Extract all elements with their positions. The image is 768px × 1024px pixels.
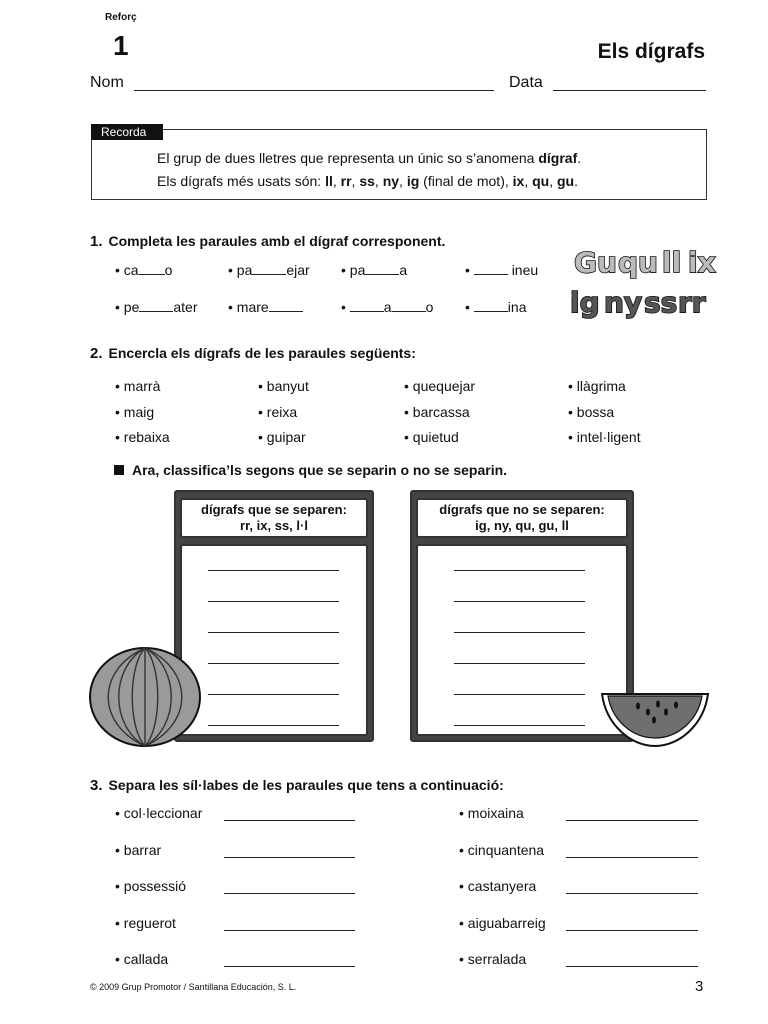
syllable-word: • barrar xyxy=(115,842,162,858)
ex1-item: • pa ejar xyxy=(228,262,310,278)
syllable-word: • aiguabarreig xyxy=(459,915,546,931)
syllable-word: • castanyera xyxy=(459,878,537,894)
ex2-sub-heading: Ara, classifica’ls segons que se separin o no se separin. xyxy=(114,462,507,478)
answer-line[interactable] xyxy=(454,632,585,633)
exercise-1-heading: 1. Completa les paraules amb el dígraf corresponent. xyxy=(90,233,446,250)
answer-line[interactable] xyxy=(224,820,355,821)
answer-line[interactable] xyxy=(454,663,585,664)
digraph-art-ig: ig xyxy=(570,286,600,319)
blank-field[interactable] xyxy=(139,273,165,275)
digraph-art-ny: ny xyxy=(604,286,643,319)
classify-box-subtitle: ig, ny, qu, gu, ll xyxy=(475,518,569,533)
answer-line[interactable] xyxy=(454,694,585,695)
blank-field[interactable] xyxy=(350,310,384,312)
classify-box-body xyxy=(180,544,368,736)
recorda-line-2: Els dígrafs més usats són: ll, rr, ss, ny, ig (final de mot), ix, qu, gu. xyxy=(157,173,578,189)
ex1-item: • ca o xyxy=(115,262,173,278)
answer-line[interactable] xyxy=(224,966,355,967)
classify-box-separated xyxy=(174,490,374,742)
word-item[interactable]: • marrà xyxy=(115,378,161,394)
answer-line[interactable] xyxy=(224,857,355,858)
recorda-tag: Recorda xyxy=(91,124,163,140)
word-item[interactable]: • guipar xyxy=(258,429,306,445)
ex2-column xyxy=(115,374,170,451)
page-title: Els dígrafs xyxy=(597,40,705,63)
digraph-art-ll: ll xyxy=(662,246,682,279)
ex1-item: • mare xyxy=(228,299,303,315)
answer-line[interactable] xyxy=(454,725,585,726)
word-item[interactable]: • reixa xyxy=(258,403,298,420)
ex1-item: • pa a xyxy=(341,262,408,278)
blank-field[interactable] xyxy=(252,273,286,275)
word-item[interactable]: • barcassa xyxy=(404,403,470,420)
page-number: 3 xyxy=(695,978,704,995)
answer-line[interactable] xyxy=(566,930,698,931)
word-item[interactable]: • bossa xyxy=(568,403,615,420)
word-item[interactable]: • intel·ligent xyxy=(568,429,641,445)
square-bullet-icon xyxy=(114,465,124,475)
name-date-row xyxy=(90,74,706,94)
ex2-column xyxy=(404,374,475,451)
answer-line[interactable] xyxy=(224,930,355,931)
answer-line[interactable] xyxy=(208,601,339,602)
syllable-word: • reguerot xyxy=(115,915,176,931)
date-label: Data xyxy=(509,74,543,91)
answer-line[interactable] xyxy=(208,632,339,633)
answer-line[interactable] xyxy=(566,893,698,894)
syllable-word: • moixaina xyxy=(459,805,524,821)
classify-box-subtitle: rr, ix, ss, l·l xyxy=(240,518,308,533)
exercise-2-heading: 2. Encercla els dígrafs de les paraules següents: xyxy=(90,345,416,362)
classify-box-title: dígrafs que no se separen: xyxy=(439,502,605,517)
worksheet-type-label: Reforç xyxy=(105,12,137,23)
ex2-column xyxy=(258,374,309,451)
name-label: Nom xyxy=(90,74,124,91)
syllable-word: • cinquantena xyxy=(459,842,545,858)
answer-line[interactable] xyxy=(208,725,339,726)
ex2-column xyxy=(568,374,641,451)
answer-line[interactable] xyxy=(566,857,698,858)
answer-line[interactable] xyxy=(224,893,355,894)
word-item[interactable]: • quequejar xyxy=(404,378,476,394)
word-item[interactable]: • banyut xyxy=(258,378,309,394)
answer-line[interactable] xyxy=(566,966,698,967)
blank-field[interactable] xyxy=(139,310,173,312)
classify-box-header xyxy=(180,498,368,538)
word-item[interactable]: • quietud xyxy=(404,429,459,445)
blank-field[interactable] xyxy=(365,273,399,275)
unit-number: 1 xyxy=(113,30,129,61)
classify-box-body xyxy=(416,544,628,736)
blank-field[interactable] xyxy=(474,273,508,275)
classify-box-title: dígrafs que se separen: xyxy=(201,502,347,517)
answer-line[interactable] xyxy=(454,601,585,602)
watermelon-illustration xyxy=(88,646,202,748)
date-field[interactable] xyxy=(553,90,706,91)
digraph-art-ss: ss xyxy=(644,286,678,319)
digraph-art-ix: ix xyxy=(688,246,716,279)
ex1-item: • ineu xyxy=(465,262,539,278)
digraph-art-rr: rr xyxy=(678,286,706,319)
answer-line[interactable] xyxy=(208,694,339,695)
classify-box-header xyxy=(416,498,628,538)
answer-line[interactable] xyxy=(566,820,698,821)
digraph-art-gu: Gu xyxy=(574,246,617,279)
watermelon-slice-illustration xyxy=(600,690,710,750)
blank-field[interactable] xyxy=(269,310,303,312)
word-item[interactable]: • maig xyxy=(115,403,155,420)
syllable-word: • serralada xyxy=(459,951,527,967)
answer-line[interactable] xyxy=(208,663,339,664)
blank-field[interactable] xyxy=(392,310,426,312)
footer-copyright: © 2009 Grup Promotor / Santillana Educación, S. L. xyxy=(90,982,297,992)
blank-field[interactable] xyxy=(474,310,508,312)
digraph-art-qu: qu xyxy=(618,246,658,279)
answer-line[interactable] xyxy=(208,570,339,571)
word-item[interactable]: • rebaixa xyxy=(115,429,170,445)
syllable-word: • possessió xyxy=(115,878,187,894)
exercise-3-heading: 3. Separa les síl·labes de les paraules que tens a continuació: xyxy=(90,777,504,794)
ex1-item: • pe ater xyxy=(115,299,198,315)
syllable-word: • callada xyxy=(115,951,169,967)
recorda-line-1: El grup de dues lletres que representa un únic so s’anomena dígraf. xyxy=(157,150,582,166)
digraph-letters-illustration xyxy=(570,240,720,320)
recorda-text xyxy=(157,147,581,193)
word-item[interactable]: • llàgrima xyxy=(568,378,626,394)
ex1-item: • ina xyxy=(465,299,527,315)
name-field[interactable] xyxy=(134,90,494,91)
answer-line[interactable] xyxy=(454,570,585,571)
syllable-word: • col·leccionar xyxy=(115,805,203,821)
ex1-item: • a o xyxy=(341,299,434,315)
